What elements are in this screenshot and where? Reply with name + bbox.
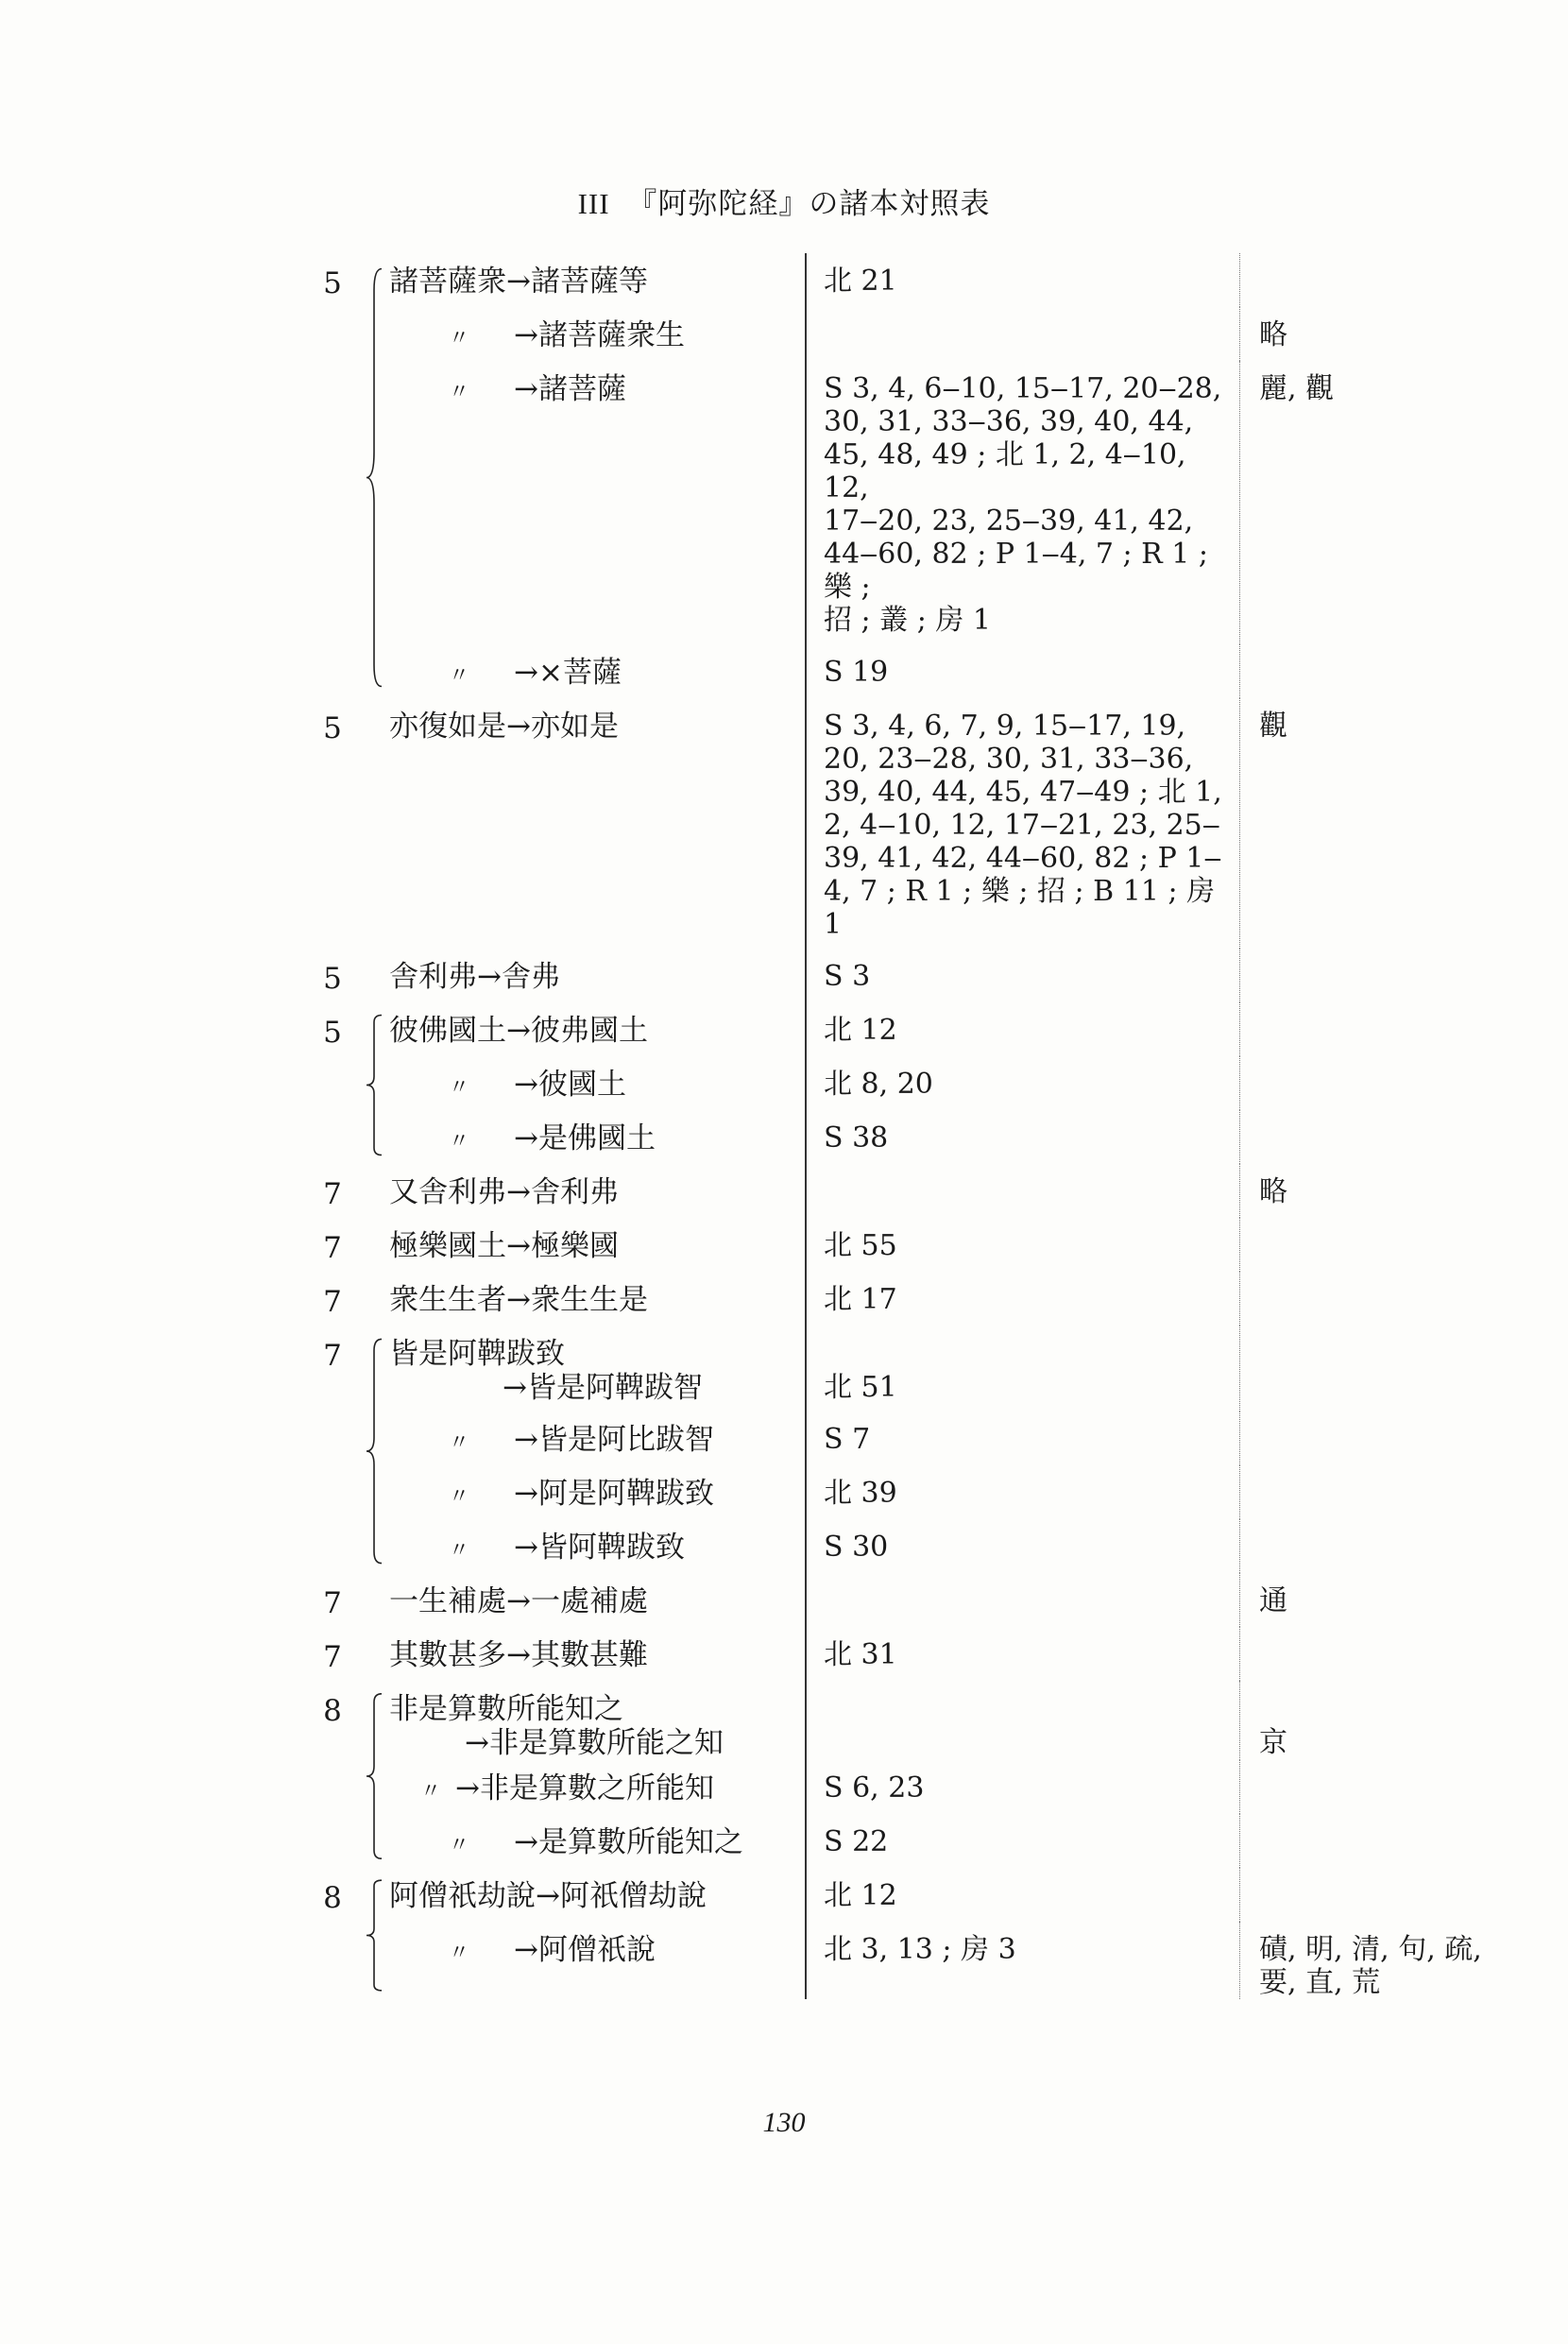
edition-note bbox=[1239, 1519, 1504, 1573]
table-row bbox=[302, 1627, 1530, 1681]
source-witnesses bbox=[805, 1627, 1239, 1681]
list-item bbox=[389, 1412, 1530, 1465]
variant-text: 皆是阿鞞跋致 bbox=[389, 1337, 565, 1371]
ditto-mark: 〃 bbox=[448, 1539, 469, 1563]
entry-group bbox=[389, 1326, 1530, 1573]
source-witnesses bbox=[805, 307, 1239, 361]
source-witnesses bbox=[805, 1218, 1239, 1272]
witness-line: 45, 48, 49 ; 北 1, 2, 4‒10, 12, bbox=[824, 438, 1186, 505]
witness-line: 20, 23‒28, 30, 31, 33‒36, bbox=[824, 743, 1194, 776]
source-witnesses bbox=[805, 1412, 1239, 1465]
variant-reading bbox=[389, 253, 805, 299]
edition-note bbox=[1239, 1868, 1504, 1922]
witness-line: 北 3, 13 ; 房 3 bbox=[824, 1933, 1016, 1966]
line-number: 8 bbox=[323, 1881, 342, 1915]
variant-reading bbox=[389, 1272, 805, 1317]
variant-reading bbox=[389, 1002, 805, 1048]
variant-text: →是佛國土 bbox=[514, 1121, 656, 1155]
ditto-mark: 〃 bbox=[448, 1942, 469, 1965]
variant-reading bbox=[389, 1465, 805, 1514]
entry-group bbox=[389, 1218, 1530, 1272]
variant-text: →諸菩薩 bbox=[514, 372, 626, 406]
edition-note bbox=[1239, 949, 1504, 1002]
list-item bbox=[389, 1922, 1530, 1999]
witness-line: 北 31 bbox=[824, 1638, 897, 1671]
variant-reading bbox=[389, 1164, 805, 1209]
witness-line: 39, 40, 44, 45, 47‒49 ; 北 1, bbox=[824, 776, 1222, 809]
list-item bbox=[389, 1110, 1530, 1164]
variant-reading bbox=[389, 361, 805, 410]
witness-line: 北 39 bbox=[824, 1477, 897, 1510]
brace-cell bbox=[363, 1326, 389, 1573]
page-number: 130 bbox=[762, 2107, 806, 2138]
variant-text: 亦復如是→亦如是 bbox=[389, 710, 619, 744]
variant-reading bbox=[389, 949, 805, 994]
variant-reading bbox=[389, 1868, 805, 1913]
list-item bbox=[389, 1519, 1530, 1573]
list-item bbox=[389, 1164, 1530, 1218]
table-row bbox=[302, 1002, 1530, 1164]
variant-text: 其數甚多→其數甚難 bbox=[389, 1638, 648, 1672]
edition-note bbox=[1239, 1272, 1504, 1326]
edition-note: 磧, 明, 清, 句, 疏, 要, 直, 荒 bbox=[1239, 1922, 1504, 1999]
brace-cell bbox=[363, 1218, 389, 1272]
source-witnesses bbox=[805, 1326, 1239, 1412]
source-witnesses bbox=[805, 1110, 1239, 1164]
witness-line: 北 17 bbox=[824, 1283, 897, 1316]
witness-line: 44‒60, 82 ; P 1‒4, 7 ; R 1 ; 樂 ; bbox=[824, 538, 1209, 604]
line-number: 7 bbox=[323, 1285, 342, 1319]
witness-line: 招 ; 叢 ; 房 1 bbox=[824, 604, 991, 637]
list-item bbox=[389, 949, 1530, 1002]
source-witnesses bbox=[805, 253, 1239, 307]
witness-line: S 7 bbox=[824, 1423, 871, 1456]
list-item bbox=[389, 1760, 1530, 1814]
source-witnesses bbox=[805, 1272, 1239, 1326]
entry-group bbox=[389, 1002, 1530, 1164]
witness-line: 39, 41, 42, 44‒60, 82 ; P 1‒ bbox=[824, 842, 1222, 875]
source-witnesses bbox=[805, 1868, 1239, 1922]
entry-group bbox=[389, 1627, 1530, 1681]
edition-note bbox=[1239, 1326, 1504, 1412]
brace-cell bbox=[363, 949, 389, 1002]
line-number: 5 bbox=[323, 266, 342, 300]
list-item bbox=[389, 644, 1530, 698]
variant-text: 舎利弗→舎弗 bbox=[389, 960, 560, 994]
witness-line: 4, 7 ; R 1 ; 樂 ; 招 ; B 11 ; 房 1 bbox=[824, 875, 1216, 941]
source-witnesses bbox=[805, 949, 1239, 1002]
witness-line: S 30 bbox=[824, 1531, 889, 1564]
edition-note bbox=[1239, 1110, 1504, 1164]
edition-note: 略 bbox=[1239, 307, 1504, 361]
line-number: 5 bbox=[323, 962, 342, 996]
line-number: 5 bbox=[323, 1016, 342, 1050]
page-header bbox=[0, 180, 1568, 222]
line-number: 8 bbox=[323, 1694, 342, 1728]
witness-line: S 38 bbox=[824, 1121, 889, 1155]
entry-group bbox=[389, 949, 1530, 1002]
source-witnesses bbox=[805, 1573, 1239, 1627]
entry-group bbox=[389, 253, 1530, 698]
witness-line: 北 8, 20 bbox=[824, 1068, 933, 1101]
edition-note bbox=[1239, 1002, 1504, 1056]
source-witnesses bbox=[805, 1681, 1239, 1760]
edition-note bbox=[1239, 1412, 1504, 1465]
brace-cell bbox=[363, 1573, 389, 1627]
variant-reading bbox=[389, 644, 805, 693]
witness-line: 北 12 bbox=[824, 1014, 897, 1047]
entry-group bbox=[389, 698, 1530, 949]
variant-text: →諸菩薩衆生 bbox=[514, 318, 685, 352]
chapter-number: III bbox=[577, 187, 610, 220]
variant-reading bbox=[389, 1627, 805, 1672]
edition-note bbox=[1239, 644, 1504, 698]
source-witnesses bbox=[805, 1164, 1239, 1218]
variant-reading bbox=[389, 1814, 805, 1863]
variant-text: 極樂國土→極樂國 bbox=[389, 1229, 619, 1263]
ditto-mark: 〃 bbox=[419, 1780, 441, 1804]
ditto-mark: 〃 bbox=[448, 381, 469, 404]
table-row bbox=[302, 1218, 1530, 1272]
variant-reading bbox=[389, 1922, 805, 1971]
source-witnesses bbox=[805, 1922, 1239, 1999]
source-witnesses bbox=[805, 698, 1239, 949]
chapter-title: 『阿弥陀経』の諸本対照表 bbox=[627, 187, 991, 221]
source-witnesses bbox=[805, 361, 1239, 644]
edition-note: 京 bbox=[1239, 1681, 1504, 1760]
variant-text: 衆生生者→衆生生是 bbox=[389, 1283, 648, 1317]
variant-text: 諸菩薩衆→諸菩薩等 bbox=[389, 265, 648, 299]
variant-text: →是算數所能知之 bbox=[514, 1825, 743, 1859]
brace-cell bbox=[363, 1868, 389, 1999]
witness-line: 30, 31, 33‒36, 39, 40, 44, bbox=[824, 405, 1194, 438]
variant-text: 又舎利弗→舎利弗 bbox=[389, 1175, 619, 1209]
variant-text: →阿僧祇說 bbox=[514, 1933, 656, 1967]
ditto-mark: 〃 bbox=[448, 1076, 469, 1100]
variant-reading bbox=[389, 1218, 805, 1263]
witness-line: 北 51 bbox=[824, 1371, 897, 1404]
variant-reading bbox=[389, 1681, 805, 1760]
table-row bbox=[302, 949, 1530, 1002]
variant-text: →皆阿鞞跋致 bbox=[514, 1531, 685, 1565]
variant-text: →非是算數之所能知 bbox=[455, 1771, 714, 1805]
table-row bbox=[302, 1326, 1530, 1573]
edition-note bbox=[1239, 253, 1504, 307]
witness-line: S 22 bbox=[824, 1825, 889, 1858]
source-witnesses bbox=[805, 1814, 1239, 1868]
brace-cell bbox=[363, 1002, 389, 1164]
brace-cell bbox=[363, 1681, 389, 1868]
witness-line: 北 21 bbox=[824, 265, 897, 298]
source-witnesses bbox=[805, 1056, 1239, 1110]
brace-icon bbox=[363, 1014, 383, 1156]
list-item bbox=[389, 1218, 1530, 1272]
table-row bbox=[302, 1164, 1530, 1218]
variant-text: 非是算數所能知之 bbox=[389, 1692, 623, 1726]
brace-cell bbox=[363, 1627, 389, 1681]
variant-text-continued: →非是算數所能之知 bbox=[465, 1726, 724, 1760]
list-item bbox=[389, 253, 1530, 307]
ditto-mark: 〃 bbox=[448, 1130, 469, 1154]
brace-icon bbox=[363, 1879, 383, 1992]
variant-reading bbox=[389, 1519, 805, 1568]
entry-group bbox=[389, 1868, 1530, 1999]
list-item bbox=[389, 1002, 1530, 1056]
witness-line: S 19 bbox=[824, 656, 889, 689]
witness-line: 北 12 bbox=[824, 1879, 897, 1912]
list-item bbox=[389, 361, 1530, 644]
variant-text: →彼國土 bbox=[514, 1068, 626, 1102]
edition-note: 觀 bbox=[1239, 698, 1504, 949]
table-row bbox=[302, 1272, 1530, 1326]
witness-line: S 6, 23 bbox=[824, 1771, 925, 1805]
line-number: 7 bbox=[323, 1640, 342, 1674]
variant-text: →阿是阿鞞跋致 bbox=[514, 1477, 714, 1511]
entry-group bbox=[389, 1681, 1530, 1868]
brace-icon bbox=[363, 1337, 383, 1566]
variant-reading bbox=[389, 1110, 805, 1159]
edition-note bbox=[1239, 1465, 1504, 1519]
witness-line: 17‒20, 23, 25‒39, 41, 42, bbox=[824, 505, 1194, 538]
line-number: 7 bbox=[323, 1231, 342, 1265]
witness-line: S 3, 4, 6, 7, 9, 15‒17, 19, bbox=[824, 710, 1186, 743]
edition-note: 通 bbox=[1239, 1573, 1504, 1627]
list-item bbox=[389, 1868, 1530, 1922]
line-number: 7 bbox=[323, 1177, 342, 1211]
line-number: 7 bbox=[323, 1339, 342, 1373]
collation-table bbox=[302, 253, 1530, 1999]
list-item bbox=[389, 307, 1530, 361]
table-row bbox=[302, 253, 1530, 698]
source-witnesses bbox=[805, 1002, 1239, 1056]
variant-text: 彼佛國土→彼弗國土 bbox=[389, 1014, 648, 1048]
line-number: 5 bbox=[323, 711, 342, 745]
variant-reading bbox=[389, 1056, 805, 1105]
variant-reading bbox=[389, 1573, 805, 1618]
ditto-mark: 〃 bbox=[448, 1834, 469, 1857]
variant-reading bbox=[389, 307, 805, 356]
list-item bbox=[389, 1326, 1530, 1412]
source-witnesses bbox=[805, 1760, 1239, 1814]
list-item bbox=[389, 1681, 1530, 1760]
source-witnesses bbox=[805, 644, 1239, 698]
ditto-mark: 〃 bbox=[448, 327, 469, 351]
line-number: 7 bbox=[323, 1586, 342, 1620]
edition-note bbox=[1239, 1760, 1504, 1814]
table-row bbox=[302, 1573, 1530, 1627]
list-item bbox=[389, 1573, 1530, 1627]
witness-line: 2, 4‒10, 12, 17‒21, 23, 25‒ bbox=[824, 809, 1220, 842]
brace-cell bbox=[363, 253, 389, 698]
variant-text: 阿僧祇劫說→阿祇僧劫說 bbox=[389, 1879, 707, 1913]
source-witnesses bbox=[805, 1519, 1239, 1573]
variant-reading bbox=[389, 698, 805, 744]
brace-cell bbox=[363, 1272, 389, 1326]
variant-text: 一生補處→一處補處 bbox=[389, 1584, 648, 1618]
brace-cell bbox=[363, 1164, 389, 1218]
edition-note bbox=[1239, 1814, 1504, 1868]
brace-cell bbox=[363, 698, 389, 949]
table-row bbox=[302, 698, 1530, 949]
edition-note bbox=[1239, 1627, 1504, 1681]
ditto-mark: 〃 bbox=[448, 1431, 469, 1455]
entry-group bbox=[389, 1573, 1530, 1627]
list-item bbox=[389, 1056, 1530, 1110]
variant-reading bbox=[389, 1412, 805, 1461]
variant-text: →皆是阿比跋智 bbox=[514, 1423, 714, 1457]
table-row bbox=[302, 1868, 1530, 1999]
variant-text: →×菩薩 bbox=[514, 656, 622, 690]
source-witnesses bbox=[805, 1465, 1239, 1519]
witness-line: S 3, 4, 6‒10, 15‒17, 20‒28, bbox=[824, 372, 1222, 405]
edition-note: 略 bbox=[1239, 1164, 1504, 1218]
ditto-mark: 〃 bbox=[448, 1485, 469, 1509]
edition-note bbox=[1239, 1218, 1504, 1272]
edition-note bbox=[1239, 1056, 1504, 1110]
entry-group bbox=[389, 1272, 1530, 1326]
entry-group bbox=[389, 1164, 1530, 1218]
list-item bbox=[389, 1465, 1530, 1519]
variant-text-continued: →皆是阿鞞跋智 bbox=[503, 1371, 703, 1405]
variant-reading bbox=[389, 1760, 805, 1809]
table-row bbox=[302, 1681, 1530, 1868]
list-item bbox=[389, 1272, 1530, 1326]
witness-line: 北 55 bbox=[824, 1229, 897, 1262]
ditto-mark: 〃 bbox=[448, 664, 469, 688]
variant-reading bbox=[389, 1326, 805, 1405]
brace-icon bbox=[363, 1692, 383, 1860]
edition-note: 麗, 觀 bbox=[1239, 361, 1504, 644]
list-item bbox=[389, 1814, 1530, 1868]
brace-icon bbox=[363, 265, 383, 691]
witness-line: S 3 bbox=[824, 960, 871, 993]
list-item bbox=[389, 1627, 1530, 1681]
list-item bbox=[389, 698, 1530, 949]
